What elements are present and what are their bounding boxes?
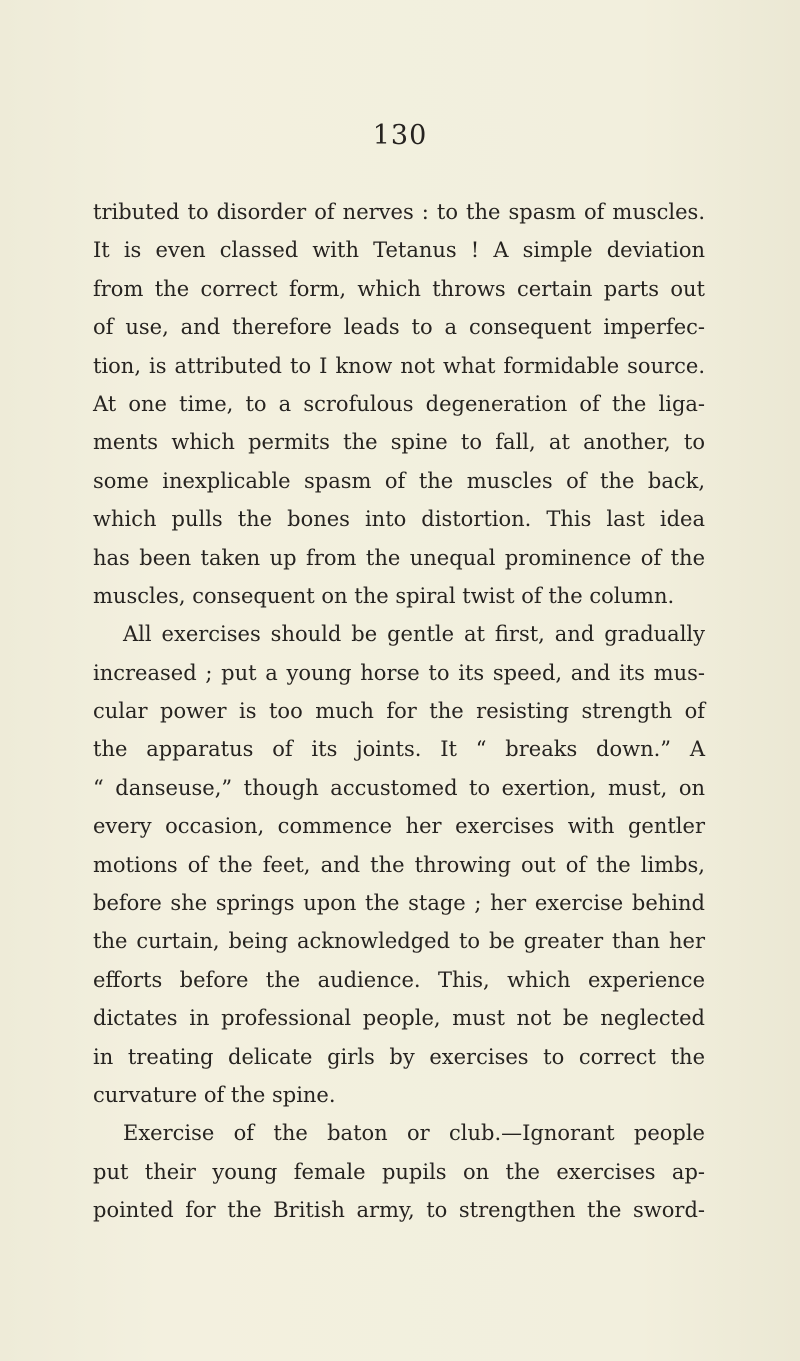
text-line: which pulls the bones into distortion. This last idea <box>93 507 705 532</box>
text-line: efforts before the audience. This, which experience <box>93 967 705 992</box>
text-line: motions of the feet, and the throwing out of the limbs, <box>93 852 705 877</box>
text-line: put their young female pupils on the exercises ap- <box>93 1159 705 1184</box>
text-line: pointed for the British army, to strengthen the sword- <box>93 1198 705 1223</box>
text-line: dictates in professional people, must not be neglected <box>93 1006 705 1031</box>
text-line: muscles, consequent on the spiral twist of the column. <box>93 583 675 608</box>
text-line: from the correct form, which throws certain parts out <box>93 276 705 301</box>
text-line: before she springs upon the stage ; her exercise behind <box>93 891 705 916</box>
text-line: the curtain, being acknowledged to be greater than her <box>93 929 705 954</box>
text-line: Exercise of the baton or club.—Ignorant people <box>123 1121 705 1146</box>
text-line: the apparatus of its joints. It “ breaks down.” A <box>93 737 705 762</box>
text-line: has been taken up from the unequal prominence of the <box>93 545 705 570</box>
text-line: of use, and therefore leads to a consequent imperfec- <box>93 315 705 340</box>
text-line: All exercises should be gentle at first, and gradually <box>123 622 705 647</box>
text-line: every occasion, commence her exercises with gentler <box>93 814 705 839</box>
text-line: At one time, to a scrofulous degeneration of the liga- <box>93 391 705 416</box>
text-line: It is even classed with Tetanus ! A simple deviation <box>93 238 705 263</box>
text-line: “ danseuse,” though accustomed to exertion, must, on <box>93 775 705 800</box>
body-text <box>93 193 705 1230</box>
text-line: in treating delicate girls by exercises to correct the <box>93 1044 705 1069</box>
text-line: curvature of the spine. <box>93 1082 336 1107</box>
text-line: increased ; put a young horse to its speed, and its mus- <box>93 660 705 685</box>
text-line: tion, is attributed to I know not what formidable source. <box>93 353 705 378</box>
text-line: some inexplicable spasm of the muscles of the back, <box>93 468 705 493</box>
text-line: tributed to disorder of nerves : to the spasm of muscles. <box>93 200 705 224</box>
text-line: ments which permits the spine to fall, at another, to <box>93 430 705 455</box>
page-number: 130 <box>372 120 428 151</box>
text-line: cular power is too much for the resisting strength of <box>93 699 705 724</box>
